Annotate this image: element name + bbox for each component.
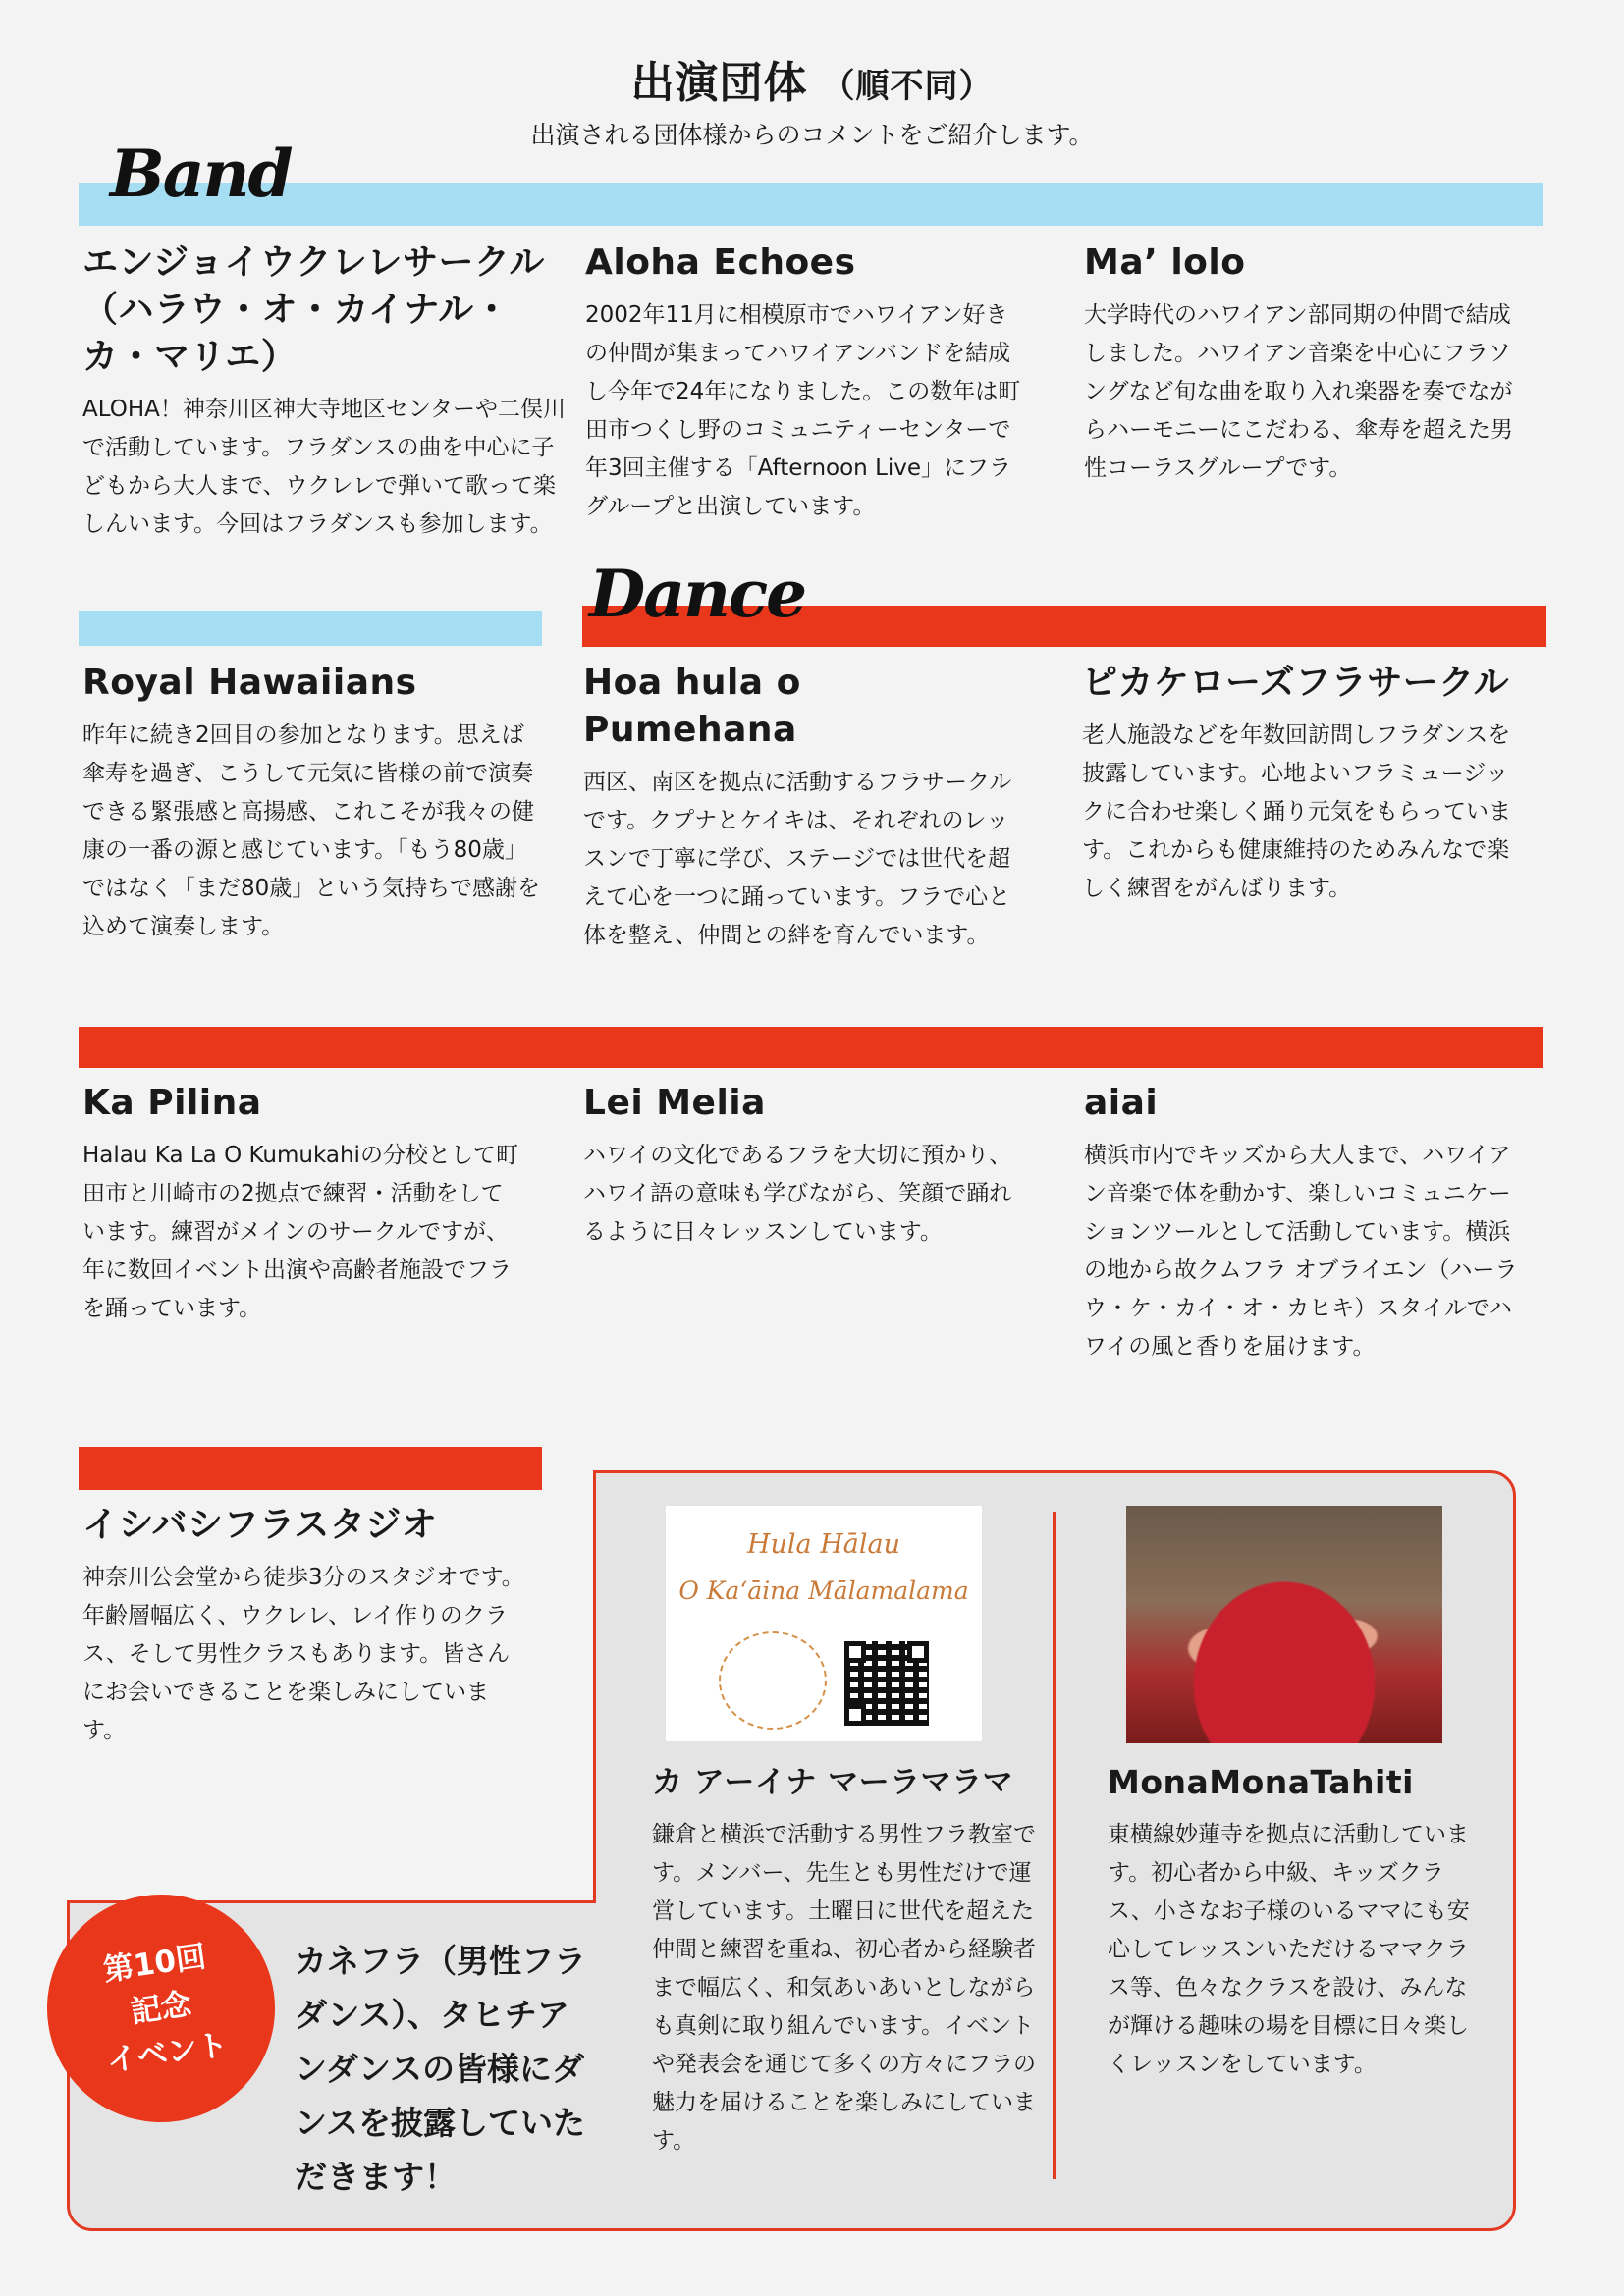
logo-seal	[719, 1631, 827, 1730]
group-desc: 西区、南区を拠点に活動するフラサークルです。クプナとケイキは、それぞれのレッスンで丁寧に学び、ステージでは世代を超えて心を一つに踊っています。フラで心と体を整え、仲間との絆を育んでいます。	[583, 770, 1012, 948]
group-name: カ アーイナ マーラマラマ	[652, 1765, 1014, 1800]
title-main: 出演団体	[630, 58, 808, 108]
group-name: Ma’ lolo	[1084, 242, 1246, 283]
box-border-step-v	[593, 1470, 596, 1903]
group-desc: ハワイの文化であるフラを大切に預かり、ハワイ語の意味も学びながら、笑顔で踊れるように日々レッスンしています。	[583, 1143, 1012, 1245]
group-desc: 大学時代のハワイアン部同期の仲間で結成しました。ハワイアン音楽を中心にフラソングなど旬な曲を取り入れ楽器を奏でながらハーモニーにこだわる、傘寿を超えた男性コーラスグループです。	[1084, 302, 1513, 481]
group-desc: 昨年に続き2回目の参加となります。思えば傘寿を過ぎ、こうして元気に皆様の前で演奏できる緊張感と高揚感、これこそが我々の健康の一番の源と感じています。「もう80歳」ではなく「まだ80歳」という気持ちで感謝を込めて演奏します。	[82, 722, 541, 939]
group-desc: 神奈川公会堂から徒歩3分のスタジオです。年齢層幅広く、ウクレレ、レイ作りのクラス、そして男性クラスもあります。皆さんにお会いできることを楽しみにしています。	[82, 1565, 524, 1743]
group-lei-melia	[583, 1080, 1023, 1252]
hula-halau-logo	[666, 1506, 982, 1741]
group-name: イシバシフラスタジオ	[82, 1505, 438, 1545]
anniversary-badge: 第10回 記念 イベント	[32, 1880, 290, 2137]
group-enjoy	[82, 240, 573, 544]
group-desc: 横浜市内でキッズから大人まで、ハワイアン音楽で体を動かす、楽しいコミュニケーションツールとして活動しています。横浜の地から故クムフラ オブライエン（ハーラウ・ケ・カイ・オ・カヒキ）スタイルでハワイの風と香りを届けます。	[1084, 1143, 1518, 1360]
group-monamona	[1108, 1759, 1473, 2084]
qr-code	[844, 1641, 929, 1726]
group-name: エンジョイウクレレサークル （ハラウ・オ・カイナル・カ・マリエ）	[82, 242, 545, 377]
group-desc: 老人施設などを年数回訪問しフラダンスを披露しています。心地よいフラミュージックに合わせ楽しく踊り元気をもらっています。これからも健康維持のためみんなで楽しく練習をがんばります。	[1082, 722, 1511, 901]
group-aiai	[1084, 1080, 1524, 1366]
group-desc: 鎌倉と横浜で活動する男性フラ教室です。メンバー、先生とも男性だけで運営しています。土曜日に世代を超えた仲間と練習を重ね、初心者から経験者まで幅広く、和気あいあいとしながらも真剣に取り組んでいます。イベントや発表会を通じて多くの方々にフラの魅力を届けることを楽しみにしています。	[652, 1822, 1036, 2154]
group-ishibashi	[82, 1502, 530, 1750]
group-desc: 東横線妙蓮寺を拠点に活動しています。初心者から中級、キッズクラス、小さなお子様のいるママにも安心してレッスンいただけるママクラス等、色々なクラスを設け、みんなが輝ける趣味の場を目標に日々楽しくレッスンをしています。	[1108, 1822, 1470, 2077]
group-name: ピカケローズフラサークル	[1082, 663, 1510, 703]
group-name: aiai	[1084, 1083, 1159, 1123]
special-announcement: カネフラ（男性フラダンス）、タヒチアンダンスの皆様にダンスを披露していただきます！	[295, 1942, 586, 2196]
group-ka-pilina	[82, 1080, 524, 1328]
logo-line-1: Hula Hālau	[746, 1529, 900, 1560]
group-name: Aloha Echoes	[585, 242, 856, 283]
group-name: Hoa hula o Pumehana	[583, 663, 801, 750]
red-bar-small	[79, 1447, 542, 1490]
group-kaaina	[652, 1759, 1037, 2161]
group-malolo	[1084, 240, 1522, 488]
group-aloha-echoes	[585, 240, 1023, 526]
page-title	[0, 47, 1624, 110]
group-name: Royal Hawaiians	[82, 663, 417, 703]
logo-line-2: O Ka‘āina Mālamalama	[678, 1576, 969, 1605]
group-desc: ALOHA！神奈川区神大寺地区センターや二俣川で活動しています。フラダンスの曲を中心に子どもから大人まで、ウクレレで弾いて歌って楽しんいます。今回はフラダンスも参加します。	[82, 397, 566, 537]
group-desc: Halau Ka La O Kumukahiの分校として町田市と川崎市の2拠点で練習・活動をしています。練習がメインのサークルですが、年に数回イベント出演や高齢者施設でフラを踊っています。	[82, 1143, 518, 1321]
red-bar-full	[79, 1027, 1543, 1068]
group-name: Lei Melia	[583, 1083, 766, 1123]
page-subtitle: 出演される団体様からのコメントをご紹介します。	[530, 121, 1094, 149]
blue-bar-small	[79, 611, 542, 646]
dance-heading: Dance	[589, 556, 806, 632]
band-heading: Band	[110, 135, 292, 212]
box-divider	[1053, 1512, 1056, 2179]
group-desc: 2002年11月に相模原市でハワイアン好きの仲間が集まってハワイアンバンドを結成し今年で24年になりました。この数年は町田市つくし野のコミュニティーセンターで年3回主催する「Afternoon Live」にフラグループと出演しています。	[585, 302, 1021, 519]
title-note: （順不同）	[821, 67, 994, 106]
monamona-photo	[1126, 1506, 1442, 1743]
group-pikake	[1082, 660, 1522, 908]
group-royal-hawaiians	[82, 660, 544, 946]
band-bar	[79, 183, 1543, 226]
group-name: MonaMonaTahiti	[1108, 1763, 1414, 1801]
group-name: Ka Pilina	[82, 1083, 262, 1123]
group-hoa-hula	[583, 660, 1015, 955]
